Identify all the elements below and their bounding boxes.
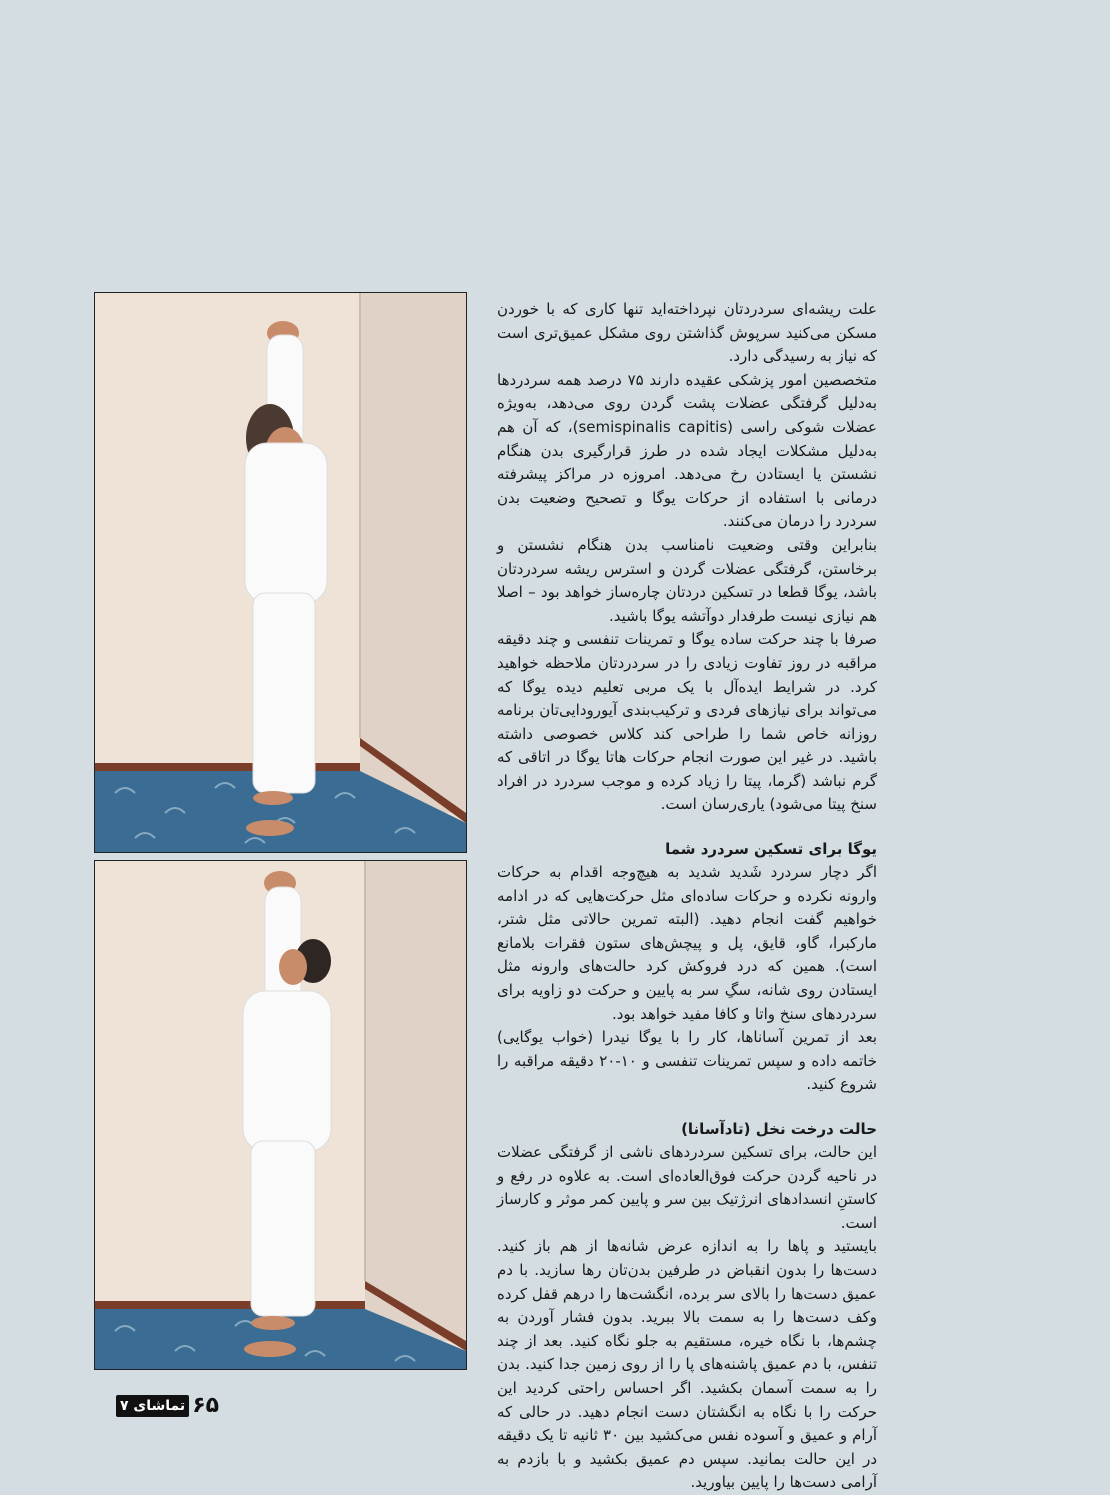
section1-paragraph-1: اگر دچار سردرد شَدید شدید به هیچ‌وجه اقدام به حرکات وارونه نکرده و حرکات ساده‌ای مثل حرکت‌هایی که در ادامه خواهیم گفت انجام دهید. (البته تمرین حالاتی مثل شتر، مارکبرا، گاو، قایق، پل و پیچش‌های ستون فقرات بلامانع است). همین که درد فروکش کرد حالت‌های وارونه مثل ایستادن روی شانه، سگِ سر به پایین و حرکت دو زاویه برای سردردهای سنخ واتا و کافا مفید خواهد بود. [497, 863, 877, 1023]
photo-palm-tree-pose-flat-feet [94, 860, 467, 1370]
section-heading-yoga-for-headache: یوگا برای تسکین سردرد شما [665, 840, 877, 859]
page-number: ۶۵ [192, 1393, 220, 1418]
section2-paragraph-1: این حالت، برای تسکین سردردهای ناشی از گرفتگی عضلات در ناحیه گردن حرکت فوق‌العاده‌ای است. به علاوه در رفع و کاستنِ انسدادهای انرژتیک بین سر و پایین کمر موثر و کارساز است. [497, 1143, 877, 1232]
article-body [497, 298, 877, 1495]
section1-paragraph-2: بعد از تمرین آساناها، کار را با یوگا نیدرا (خواب یوگایی) خاتمه داده و سپس تمرینات تنفسی و ۱۰-۲۰ دقیقه مراقبه را شروع کنید. [497, 1028, 877, 1094]
page-folio [116, 1393, 219, 1419]
intro-paragraph-1: علت ریشه‌ای سردردتان نپرداخته‌اید تنها کاری که با خوردن مسکن می‌کنید سرپوش گذاشتن روی مشکل عمیق‌تری است که نیاز به رسیدگی دارد. [497, 300, 877, 366]
magazine-name: تماشای ۷ [116, 1395, 189, 1417]
photo-palm-tree-pose-heels-raised [94, 292, 467, 853]
section2-paragraph-2: بایستید و پاها را به اندازه عرض شانه‌ها از هم باز کنید. دست‌ها را بدون انقباض در طرفین بدن‌تان رها سازید. با دم عمیق دست‌ها را بالای سر برده، انگشت‌ها را درهم قفل کرده وکف دست‌ها را به سمت بالا ببرید. بدون فشار آوردن به چشم‌ها، با نگاه خیره، مستقیم به جلو نگاه کنید. بعد از چند تنفس، با دم عمیق پاشنه‌های پا را از روی زمین جدا کنید. بدن را به سمت آسمان بکشید. اگر احساس راحتی کردید این حرکت را با نگاه به انگشتان دست انجام دهید. در حالی که آرام و عمیق و آسوده نفس می‌کشید بین ۳۰ ثانیه تا یک دقیقه در این حالت بمانید. سپس دم عمیق بکشید و با بازدم به آرامی دست‌ها را پایین بیاورید. [497, 1237, 877, 1492]
section-heading-palm-tree-pose: حالت درخت نخل (تادآسانا) [681, 1120, 877, 1138]
intro-paragraph-4: صرفا با چند حرکت ساده یوگا و تمرینات تنفسی و چند دقیقه مراقبه در روز تفاوت زیادی را در سردردتان ملاحظه خواهید کرد. در شرایط ایده‌آل با یک مربی تعلیم دیده یوگا که می‌تواند برای نیازهای فردی و ترکیب‌بندی آیورودایی‌تان برنامه روزانه خاص شما را طراحی کند کلاس خصوصی داشته باشید. در غیر این صورت انجام حرکات هاتا یوگا در اتاقی که گرم نباشد (گرما، پیتا را زیاد کرده و موجب سردرد در افراد سنخ پیتا می‌شود) یاری‌رسان است. [497, 630, 877, 814]
intro-paragraph-3: بنابراین وقتی وضعیت نامناسب بدن هنگام نشستن و برخاستن، گرفتگی عضلات گردن و استرس ریشه سردردتان باشد، یوگا قطعا در تسکین دردتان چاره‌ساز خواهد بود – اصلا هم نیازی نیست طرفدار دوآتشه یوگا باشید. [497, 535, 877, 625]
photo-1-scene [95, 293, 466, 852]
photo-2-scene [95, 861, 466, 1369]
intro-paragraph-2: متخصصین امور پزشکی عقیده دارند ۷۵ درصد همه سردردها به‌دلیل گرفتگی عضلات پشت گردن روی می‌دهد، به‌ویژه عضلات شوکی راسی (semispinalis capitis)، که آن هم به‌دلیل مشکلات ایجاد شده در طرز قرارگیری بدن هنگام نشستن یا ایستادن رخ می‌دهد. امروزه در مراکز پیشرفته درمانی با استفاده از حرکات یوگا و تصحیح وضعیت بدن سردرد را درمان می‌کنند. [497, 370, 877, 531]
